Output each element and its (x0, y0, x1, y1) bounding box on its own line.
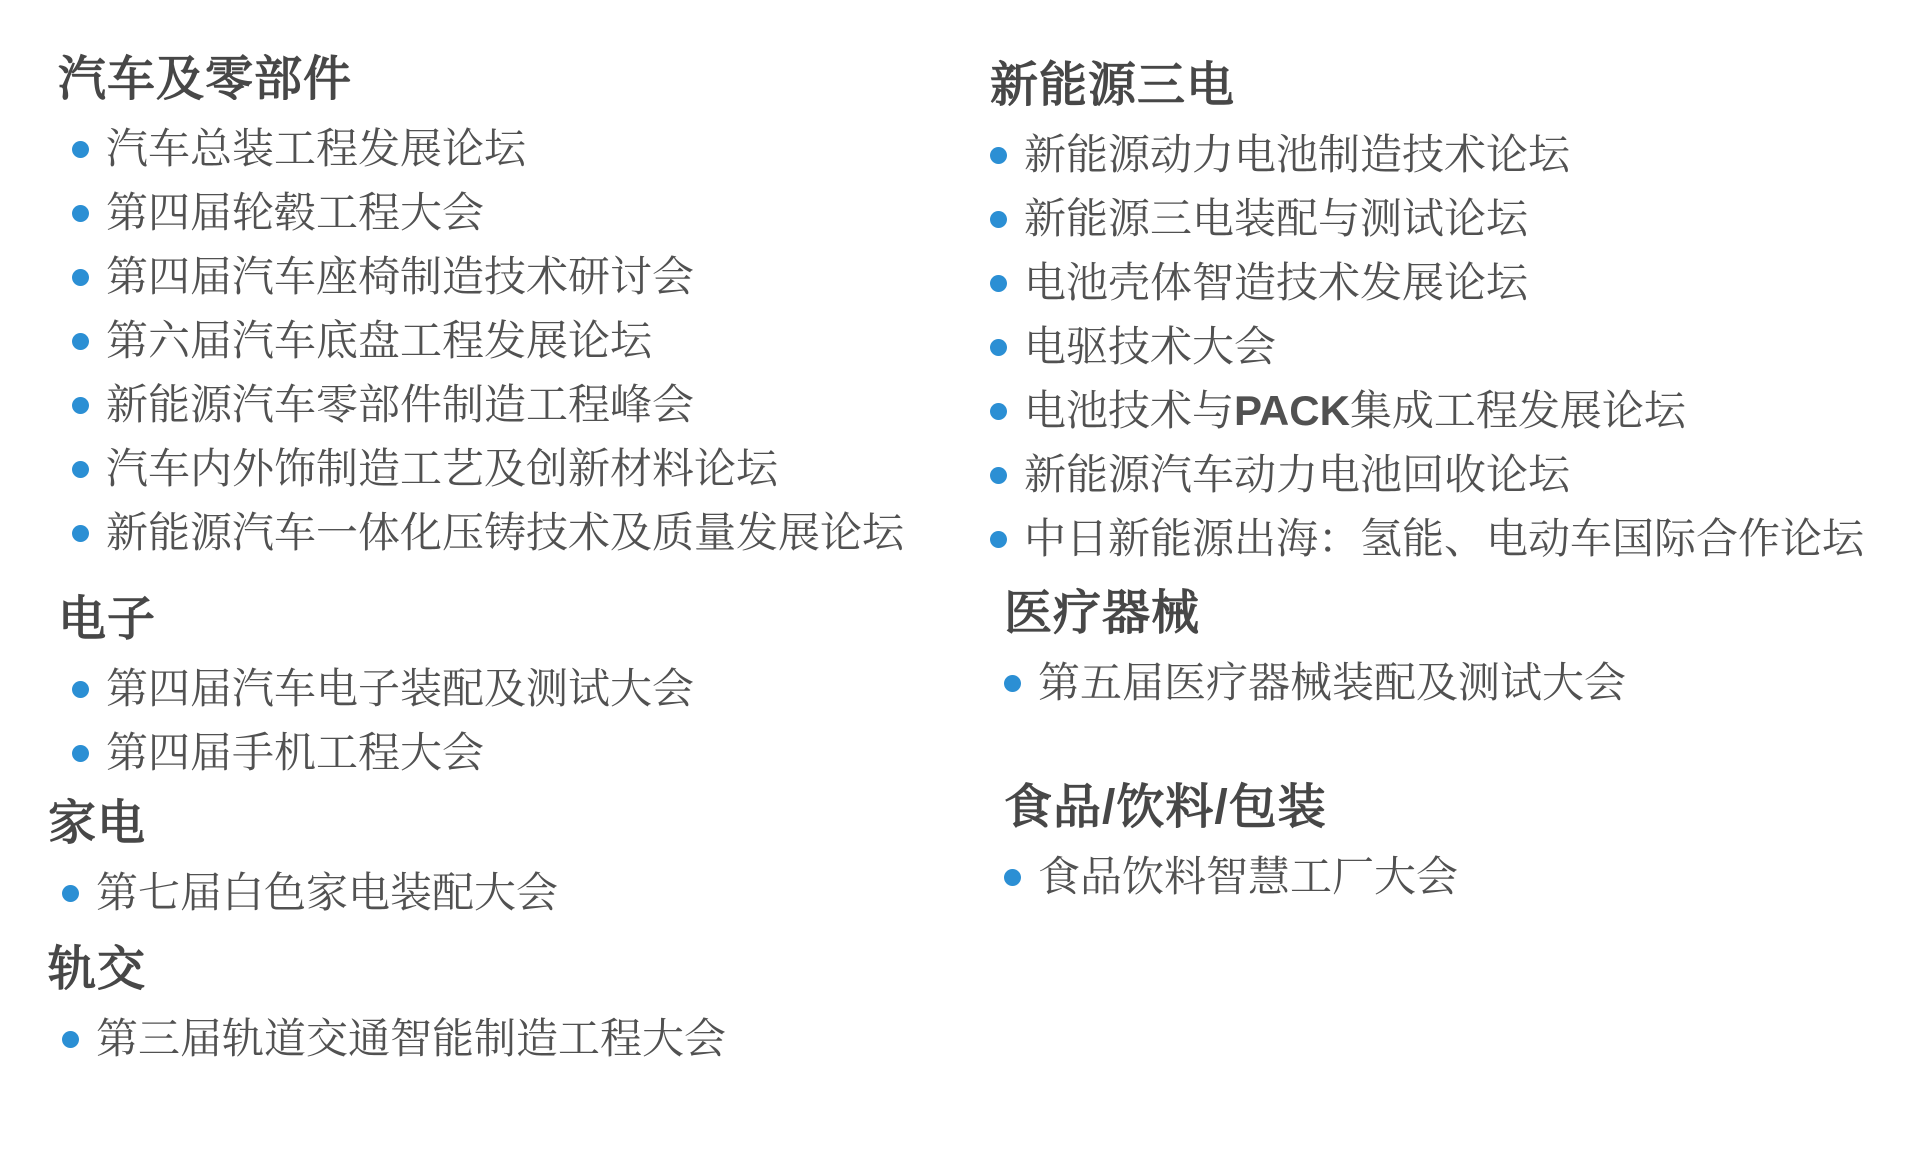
bullet-icon (72, 525, 89, 542)
forum-list (58, 126, 990, 556)
list-item-label: 第五届医疗器械装配及测试大会 (1038, 659, 1627, 706)
list-item (72, 318, 990, 364)
bullet-icon (990, 531, 1007, 548)
list-item-label: 汽车总装工程发展论坛 (106, 125, 527, 172)
bullet-icon (72, 745, 89, 762)
list-item-label: 汽车内外饰制造工艺及创新材料论坛 (106, 445, 779, 492)
list-item (72, 510, 990, 556)
bullet-icon (990, 147, 1007, 164)
bullet-icon (1004, 675, 1021, 692)
bullet-icon (62, 1031, 79, 1048)
section-title: 食品/饮料/包装 (1004, 781, 1327, 834)
right-column (990, 50, 1923, 1080)
bullet-icon (72, 141, 89, 158)
list-item-label: 电池壳体智造技术发展论坛 (1024, 259, 1529, 306)
list-item-label: 新能源汽车一体化压铸技术及质量发展论坛 (106, 509, 905, 556)
section-electronics (58, 590, 990, 776)
list-item-label: 食品饮料智慧工厂大会 (1038, 853, 1459, 900)
list-item (1004, 660, 1923, 706)
section-title: 轨交 (48, 943, 147, 996)
section-home-appliance (48, 794, 990, 916)
list-item-label: 第六届汽车底盘工程发展论坛 (106, 317, 653, 364)
bullet-icon (72, 333, 89, 350)
list-item (72, 382, 990, 428)
bullet-icon (72, 681, 89, 698)
bullet-icon (72, 397, 89, 414)
section-rail-transit (48, 940, 990, 1062)
list-item (990, 132, 1923, 178)
list-item-label: 第三届轨道交通智能制造工程大会 (96, 1015, 727, 1062)
list-item-label: 新能源汽车动力电池回收论坛 (1024, 451, 1571, 498)
list-item (62, 1016, 990, 1062)
bullet-icon (990, 339, 1007, 356)
list-item-label: 新能源三电装配与测试论坛 (1024, 195, 1529, 242)
list-item-label: 第四届手机工程大会 (106, 729, 485, 776)
list-item (72, 730, 990, 776)
list-item (72, 254, 990, 300)
bullet-icon (990, 403, 1007, 420)
list-item-label: 新能源汽车零部件制造工程峰会 (106, 381, 695, 428)
list-item-label: 第七届白色家电装配大会 (96, 869, 559, 916)
section-title: 新能源三电 (990, 59, 1236, 112)
list-item-label: 第四届汽车座椅制造技术研讨会 (106, 253, 695, 300)
list-item-label: 电驱技术大会 (1024, 323, 1277, 370)
bullet-icon (990, 467, 1007, 484)
bullet-icon (990, 211, 1007, 228)
section-nev-three-electric (990, 56, 1923, 562)
section-title: 家电 (48, 797, 147, 850)
forum-list (58, 666, 990, 776)
list-item (990, 196, 1923, 242)
section-title: 电子 (58, 593, 157, 646)
left-column (48, 50, 990, 1080)
forum-list (990, 132, 1923, 562)
forum-list (48, 1016, 990, 1062)
section-title: 汽车及零部件 (58, 53, 353, 106)
bullet-icon (72, 269, 89, 286)
section-medical-devices (1004, 584, 1923, 706)
forum-list (48, 870, 990, 916)
list-item-label: 电池技术与PACK集成工程发展论坛 (1024, 387, 1686, 434)
list-item-label: 新能源动力电池制造技术论坛 (1024, 131, 1571, 178)
list-item (990, 324, 1923, 370)
list-item-label: 第四届轮毂工程大会 (106, 189, 485, 236)
list-item (1004, 854, 1923, 900)
list-item (72, 190, 990, 236)
bullet-icon (990, 275, 1007, 292)
forum-list (1004, 854, 1923, 900)
list-item-label: 中日新能源出海：氢能、电动车国际合作论坛 (1024, 515, 1865, 562)
bullet-icon (72, 205, 89, 222)
list-item (990, 388, 1923, 434)
list-item (990, 516, 1923, 562)
list-item (62, 870, 990, 916)
bullet-icon (1004, 869, 1021, 886)
list-item (72, 446, 990, 492)
bullet-icon (62, 885, 79, 902)
list-item (72, 666, 990, 712)
list-item (990, 260, 1923, 306)
section-title: 医疗器械 (1004, 587, 1201, 640)
list-item (990, 452, 1923, 498)
section-food-beverage-packaging (1004, 778, 1923, 900)
list-item-label: 第四届汽车电子装配及测试大会 (106, 665, 695, 712)
forum-list (1004, 660, 1923, 706)
bullet-icon (72, 461, 89, 478)
list-item (72, 126, 990, 172)
section-automotive-parts (58, 50, 990, 556)
